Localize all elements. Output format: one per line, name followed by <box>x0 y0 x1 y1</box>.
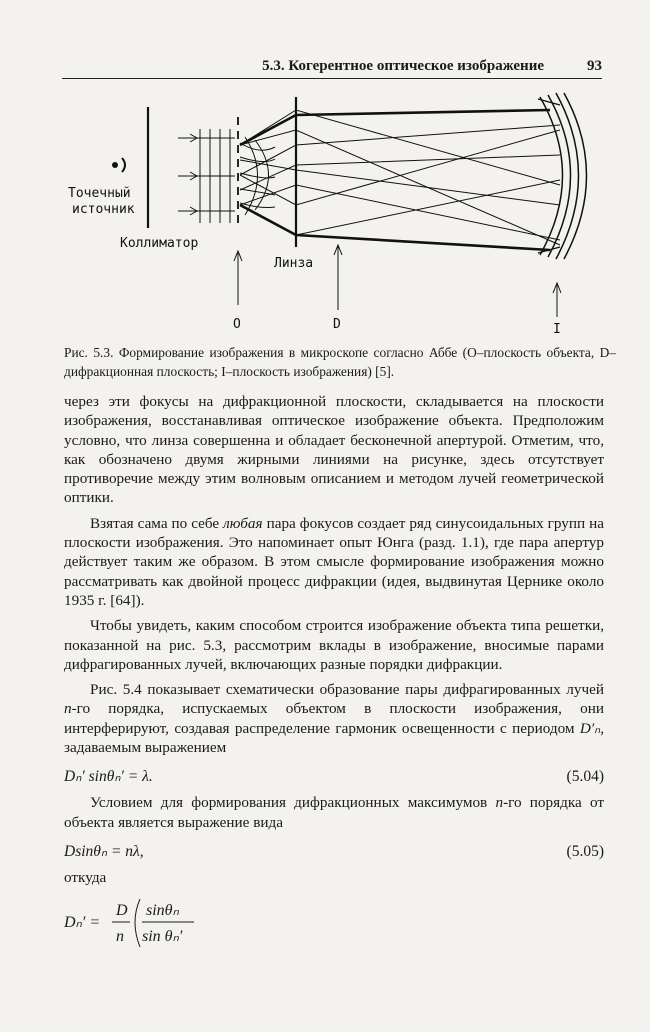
bold-ray-top-in <box>240 115 296 145</box>
eq-5-04-number: (5.04) <box>566 768 604 786</box>
label-point-source-1: Точечный <box>68 186 131 201</box>
p5-n: n <box>495 794 504 812</box>
label-plane-d: D <box>333 317 341 332</box>
p4-before: Рис. 5.4 показывает схематически образование пары дифрагированных лучей <box>90 681 604 699</box>
p2-after: пара фокусов создает ряд синусоидальных групп на плоскости изображения. Это напоминает опыт Юнга (разд. 1.1), где пара апертур действует таким же образом. В этом смысле формирование изображения можно рассматривать как двойной процесс дифракции (идея, выдвинутая Цернике около 1935 г. [64]). <box>64 514 604 609</box>
bold-ray-top <box>296 110 550 115</box>
equation-fraction <box>64 893 604 953</box>
bold-ray-bottom-in <box>240 205 296 235</box>
image-fringe-ticks <box>538 99 560 253</box>
body-text <box>64 392 604 953</box>
equation-5-04 <box>64 763 604 793</box>
figure-caption: Рис. 5.3. Формирование изображения в микроскопе согласно Аббе (О–плоскость объекта, D–дифракционная плоскость; I–плоскость изображения) [5]. <box>64 345 616 379</box>
p2-emph: любая <box>223 514 263 532</box>
section-title: 5.3. Когерентное оптическое изображение <box>262 58 544 74</box>
p4-period: D′ₙ <box>579 719 601 737</box>
frac-den: n <box>116 928 124 946</box>
paragraph-3: Чтобы увидеть, каким способом строится изображение объекта типа решетки, показанной на рис. 5.3, рассмотрим вклады в изображение, вносимые парами дифрагированных лучей, включающих разные порядки дифракции. <box>64 617 604 673</box>
frac-lhs: Dₙ′ = <box>64 914 101 932</box>
label-point-source-2: источник <box>72 202 135 217</box>
label-plane-o: O <box>233 317 241 332</box>
point-source-arc <box>122 158 125 172</box>
beam-arrows <box>190 134 197 215</box>
ray-a <box>240 110 560 185</box>
p5-before: Условием для формирования дифракционных максимумов <box>90 794 496 812</box>
paragraph-5 <box>64 793 604 832</box>
bold-ray-bottom <box>296 235 550 250</box>
eq-5-05-body: Dsinθₙ = nλ, <box>64 842 144 860</box>
page-number: 93 <box>587 58 602 74</box>
ray-g <box>240 160 560 205</box>
running-header <box>62 52 602 79</box>
paragraph-4 <box>64 680 604 757</box>
fraction-svg <box>64 893 264 953</box>
eq-5-04-body: Dₙ′ sinθₙ′ = λ. <box>64 768 153 786</box>
paragraph-1: через эти фокусы на дифракционной плоскости, складывается на плоскости изображения, восстанавливая оптическое изображение объекта. Предположим условно, что линза совершенна и обладает бесконечной апертурой. Отметим, что, как обозначено двумя жирными линиями на рисунке, здесь отсутствует противоречие между этим волновым описанием и методом лучей геометрической оптики. <box>64 393 604 507</box>
ray-d <box>240 130 560 205</box>
p2-before: Взятая сама по себе <box>90 514 224 532</box>
label-collimator: Коллиматор <box>120 236 199 251</box>
p4-middle: -го порядка, испускаемых объектом в плоскости изображения, они интерферируют, создавая распределение гармоник освещенности с периодом <box>64 700 604 737</box>
figure-abbe-diagram <box>60 85 620 345</box>
p4-n: n <box>64 700 72 718</box>
frac-paren <box>135 899 140 947</box>
point-source-dot <box>113 163 118 168</box>
frac-inner-den: sin θₙ′ <box>142 928 183 946</box>
paragraph-2 <box>64 514 604 610</box>
word-otkuda: откуда <box>64 868 107 886</box>
label-plane-i: I <box>553 322 561 337</box>
frac-inner-num: sinθₙ <box>146 902 179 920</box>
p5-after: -го порядка от объекта является выражение вида <box>64 794 604 831</box>
p4-after: , задаваемым выражением <box>64 719 604 757</box>
label-lens: Линза <box>274 256 314 271</box>
ray-h <box>240 155 560 190</box>
equation-5-05 <box>64 838 604 868</box>
diffraction-arcs <box>245 137 269 215</box>
frac-num: D <box>116 902 128 920</box>
eq-5-05-number: (5.05) <box>566 842 604 860</box>
abbe-diagram-svg <box>60 85 620 345</box>
